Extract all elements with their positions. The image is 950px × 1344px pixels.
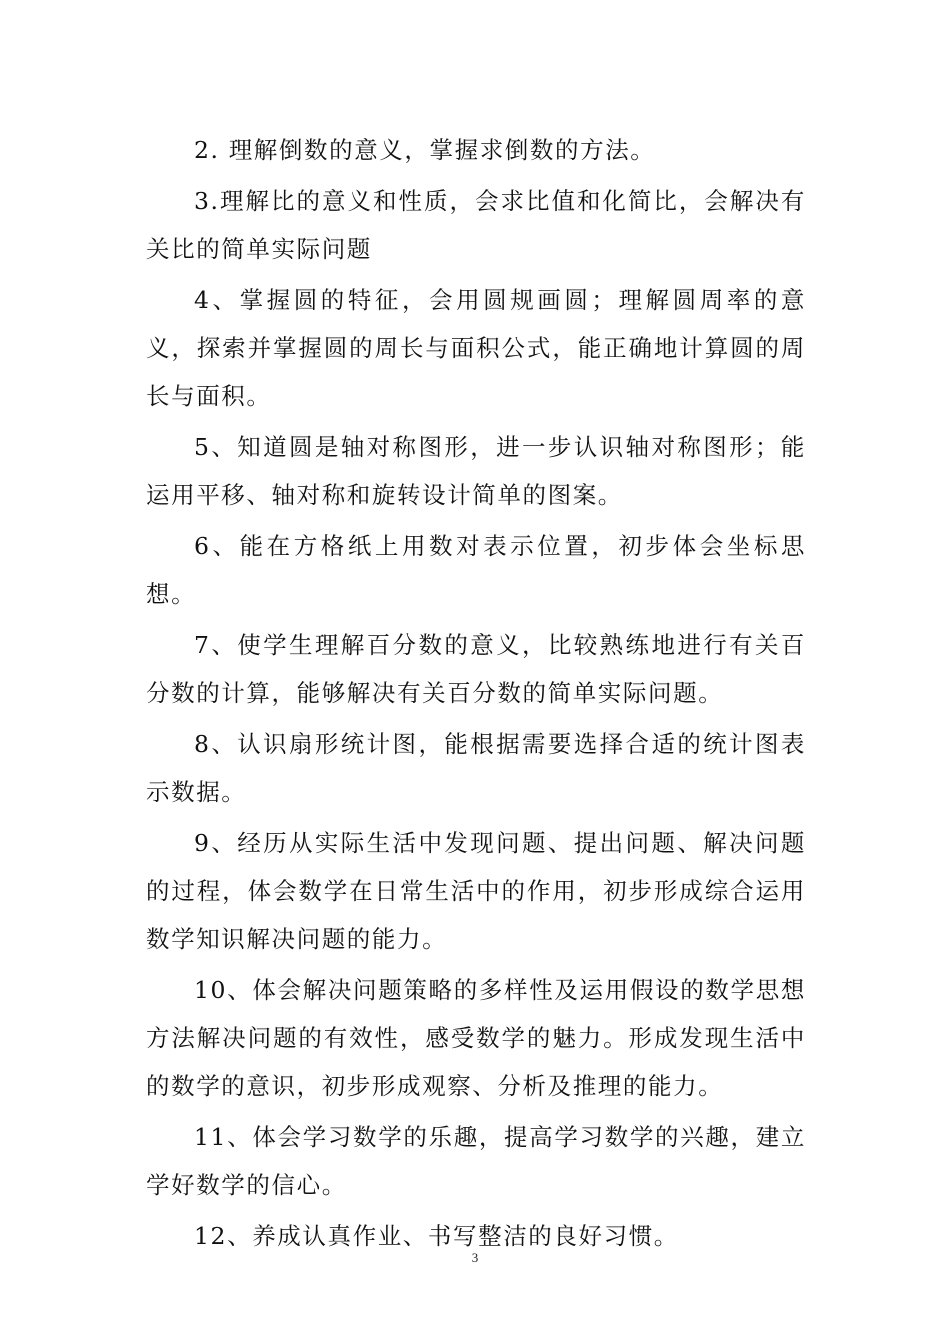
body-text: [146, 126, 806, 1263]
paragraph-objective-6: 6、能在方格纸上用数对表示位置，初步体会坐标思想。: [146, 532, 806, 608]
page-number: 3: [471, 1250, 479, 1265]
paragraph-objective-10: 10、体会解决问题策略的多样性及运用假设的数学思想方法解决问题的有效性，感受数学的魅力。形成发现生活中的数学的意识，初步形成观察、分析及推理的能力。: [146, 976, 806, 1100]
paragraph-objective-7: 7、使学生理解百分数的意义，比较熟练地进行有关百分数的计算，能够解决有关百分数的简单实际问题。: [146, 631, 806, 707]
paragraph-objective-2: 2. 理解倒数的意义，掌握求倒数的方法。: [194, 136, 656, 164]
paragraph-objective-5: 5、知道圆是轴对称图形，进一步认识轴对称图形；能运用平移、轴对称和旋转设计简单的图案。: [146, 433, 806, 509]
paragraph-objective-4: 4、掌握圆的特征，会用圆规画圆；理解圆周率的意义，探索并掌握圆的周长与面积公式，能正确地计算圆的周长与面积。: [146, 286, 806, 410]
paragraph-objective-11: 11、体会学习数学的乐趣，提高学习数学的兴趣，建立学好数学的信心。: [146, 1123, 806, 1199]
paragraph-objective-3: 3.理解比的意义和性质，会求比值和化简比，会解决有关比的简单实际问题: [146, 187, 806, 263]
paragraph-objective-8: 8、认识扇形统计图，能根据需要选择合适的统计图表示数据。: [146, 730, 806, 806]
paragraph-objective-12: 12、养成认真作业、书写整洁的良好习惯。: [194, 1222, 679, 1250]
paragraph-objective-9: 9、经历从实际生活中发现问题、提出问题、解决问题的过程，体会数学在日常生活中的作用，初步形成综合运用数学知识解决问题的能力。: [146, 829, 806, 953]
